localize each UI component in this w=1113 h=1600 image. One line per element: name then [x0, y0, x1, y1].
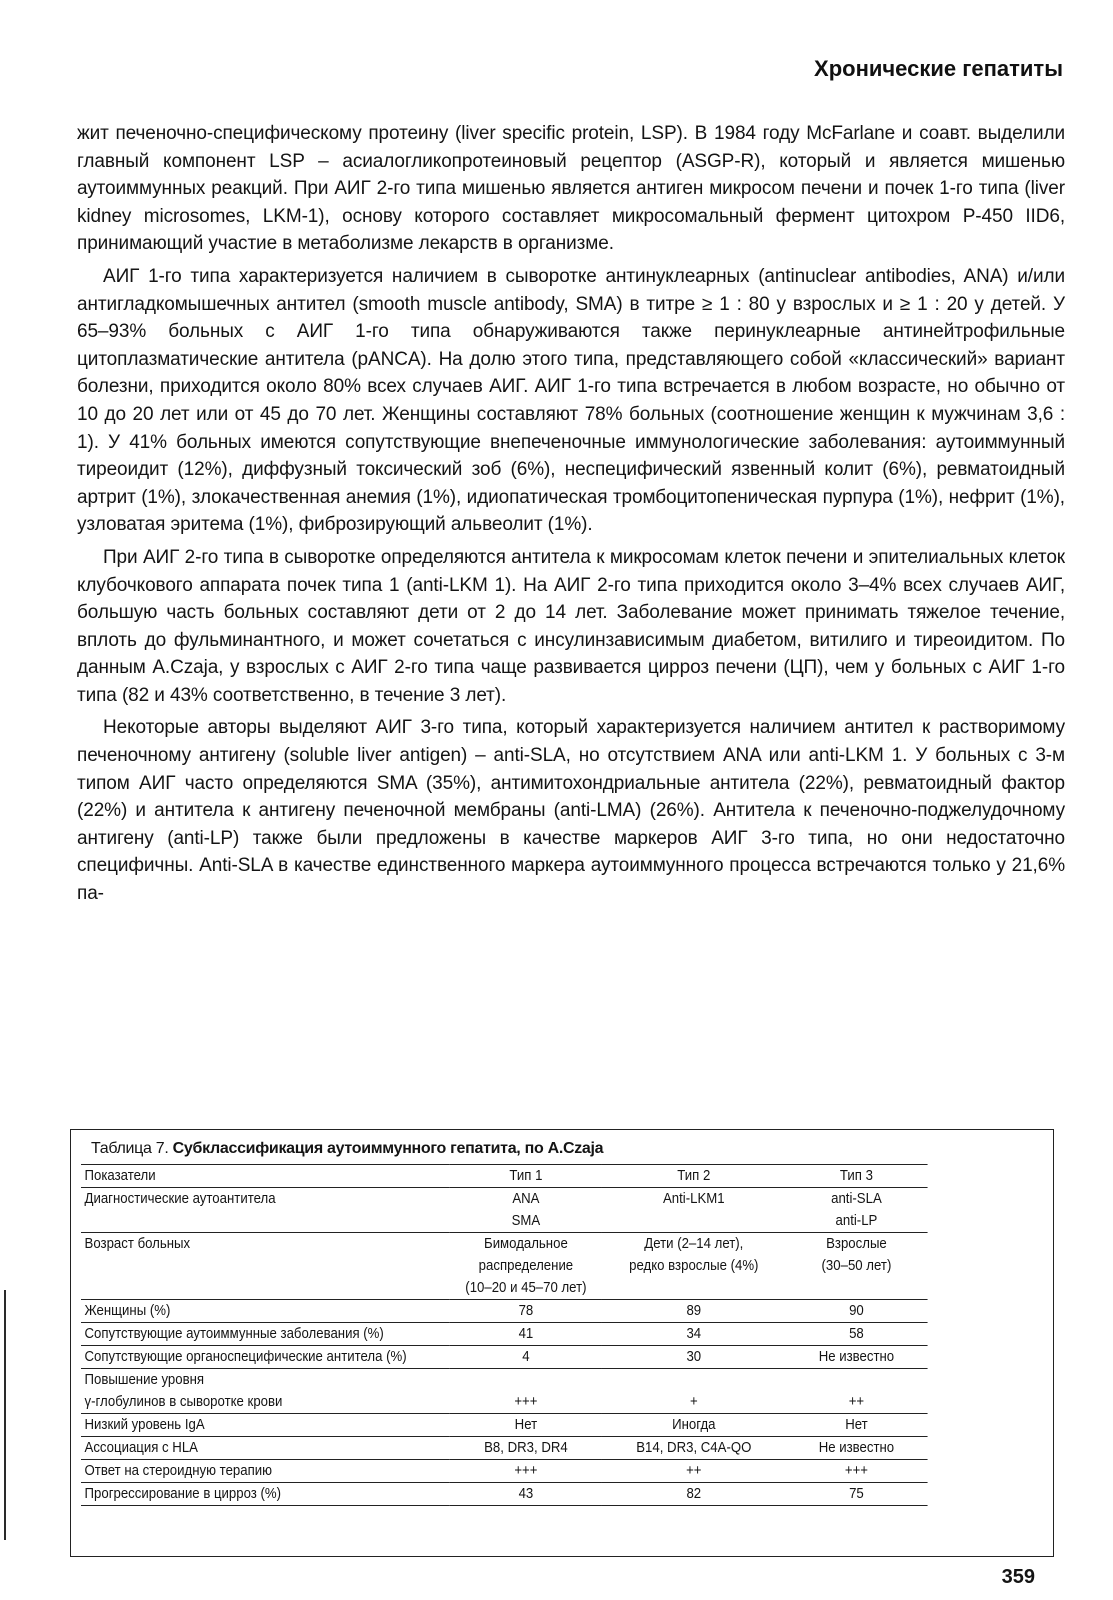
table-cell: +++	[785, 1460, 927, 1483]
table-cell: Не известно	[785, 1346, 927, 1369]
table-header-cell: Показатели	[81, 1165, 450, 1188]
table-row	[81, 1346, 928, 1369]
table-cell: Нет	[450, 1414, 603, 1437]
table-cell: ++	[785, 1369, 927, 1414]
paragraph-1: жит печеночно-специфическому протеину (liver specific protein, LSP). В 1984 году McFarlane и соавт. выделили главный компонент LSP – асиалогликопротеиновый рецептор (ASGP-R), который и является мишенью аутоиммунных реакций. При АИГ 2-го типа мишенью является антиген микросом печени и почек 1-го типа (liver kidney microsomes, LKM-1), основу которого составляет микросомальный фермент цитохром Р-450 IID6, принимающий участие в метаболизме лекарств в организме.	[77, 123, 1065, 255]
table-cell: 43	[450, 1483, 603, 1506]
paragraph-2: АИГ 1-го типа характеризуется наличием в сыворотке антинуклеарных (antinuclear antibodies, ANA) и/или антигладкомышечных антител (smooth muscle antibody, SMA) в титре ≥ 1 : 80 у взрослых и ≥ 1 : 20 у детей. У 65–93% больных с АИГ 1-го типа обнаруживаются также перинуклеарные антинейтрофильные цитоплазматические антитела (pANCA). На долю этого типа, представляющего собой «классический» вариант болезни, приходится около 80% всех случаев АИГ. АИГ 1-го типа встречается в любом возрасте, но обычно от 10 до 20 лет или от 45 до 70 лет. Женщины составляют 78% больных (соотношение женщин к мужчинам 3,6 : 1). У 41% больных имеются сопутствующие внепеченочные иммунологические заболевания: аутоиммунный тиреоидит (12%), диффузный токсический зоб (6%), неспецифический язвенный колит (6%), ревматоидный артрит (1%), злокачественная анемия (1%), идиопатическая тромбоцитопеническая пурпура (1%), нефрит (1%), узловатая эритема (1%), фиброзирующий альвеолит (1%).	[77, 265, 1065, 536]
table-cell: Нет	[785, 1414, 927, 1437]
table-cell: Взрослые (30–50 лет)	[785, 1233, 927, 1300]
table-cell: Anti-LKM1	[602, 1188, 785, 1233]
table-row	[81, 1460, 928, 1483]
table-cell: B8, DR3, DR4	[450, 1437, 603, 1460]
table-cell: Возраст больных	[81, 1233, 450, 1300]
table-row	[81, 1369, 928, 1414]
table-header-cell: Тип 1	[450, 1165, 603, 1188]
table-grid	[81, 1164, 928, 1506]
table-row	[81, 1483, 928, 1506]
table-cell: 41	[450, 1323, 603, 1346]
table-cell: anti-SLA anti-LP	[785, 1188, 927, 1233]
table-cell: Сопутствующие аутоиммунные заболевания (%)	[81, 1323, 450, 1346]
table-cell: Иногда	[602, 1414, 785, 1437]
table-cell: Дети (2–14 лет), редко взрослые (4%)	[602, 1233, 785, 1300]
table-cell: ANA SMA	[450, 1188, 603, 1233]
table-cell: ++	[602, 1460, 785, 1483]
table-row	[81, 1188, 928, 1233]
scan-margin-line	[4, 1290, 6, 1540]
table-cell: +	[602, 1369, 785, 1414]
table-cell: 4	[450, 1346, 603, 1369]
table-cell: Бимодальное распределение (10–20 и 45–70 лет)	[450, 1233, 603, 1300]
table-cell: Не известно	[785, 1437, 927, 1460]
table-caption-title: Субклассификация аутоиммунного гепатита, по A.Czaja	[172, 1140, 604, 1157]
table-cell: Ассоциация с HLA	[81, 1437, 450, 1460]
table-cell: Сопутствующие органоспецифические антитела (%)	[81, 1346, 450, 1369]
paragraph-4: Некоторые авторы выделяют АИГ 3-го типа, который характеризуется наличием антител к растворимому печеночному антигену (soluble liver antigen) – anti-SLA, но отсутствием ANA или anti-LKM 1. У больных с 3-м типом АИГ часто определяются SMA (35%), антимитохондриальные антитела (22%), ревматоидный фактор (22%) и антитела к антигену печеночной мембраны (anti-LMA) (26%). Антитела к печеночно-поджелудочному антигену (anti-LP) также были предложены в качестве маркеров АИГ 3-го типа, но они недостаточно специфичны. Anti-SLA в качестве единственного маркера аутоиммунного процесса встречаются только у 21,6% па-	[77, 717, 1065, 905]
table-caption-prefix: Таблица 7.	[91, 1140, 173, 1157]
table-cell: 82	[602, 1483, 785, 1506]
running-head: Хронические гепатиты	[814, 56, 1063, 81]
table-cell: 30	[602, 1346, 785, 1369]
table-cell: 58	[785, 1323, 927, 1346]
table-cell: Низкий уровень IgA	[81, 1414, 450, 1437]
table-caption	[91, 1140, 603, 1158]
table-row	[81, 1414, 928, 1437]
page-number: 359	[1001, 1566, 1035, 1588]
table-cell: +++	[450, 1369, 603, 1414]
table-row	[81, 1437, 928, 1460]
table-cell: Повышение уровня γ-глобулинов в сыворотке крови	[81, 1369, 450, 1414]
table-cell: Диагностические аутоантитела	[81, 1188, 450, 1233]
table-cell: 34	[602, 1323, 785, 1346]
table-cell: +++	[450, 1460, 603, 1483]
table-header-cell: Тип 3	[785, 1165, 927, 1188]
table-cell: 90	[785, 1300, 927, 1323]
table-cell: B14, DR3, C4A-QO	[602, 1437, 785, 1460]
table-cell: Прогрессирование в цирроз (%)	[81, 1483, 450, 1506]
table-cell: 75	[785, 1483, 927, 1506]
paragraph-3: При АИГ 2-го типа в сыворотке определяются антитела к микросомам клеток печени и эпителиальных клеток клубочкового аппарата почек типа 1 (anti-LKM 1). На АИГ 2-го типа приходится около 3–4% всех случаев АИГ, большую часть больных составляют дети от 2 до 14 лет. Заболевание может принимать тяжелое течение, вплоть до фульминантного, и может сочетаться с инсулинзависимым диабетом, витилиго и тиреоидитом. По данным A.Czaja, у взрослых с АИГ 2-го типа чаще развивается цирроз печени (ЦП), чем у больных с АИГ 1-го типа (82 и 43% соответственно, в течение 3 лет).	[77, 546, 1065, 706]
table-row	[81, 1233, 928, 1300]
table-cell: Женщины (%)	[81, 1300, 450, 1323]
table-cell: 89	[602, 1300, 785, 1323]
table-cell: 78	[450, 1300, 603, 1323]
table-header-row	[81, 1165, 928, 1188]
table-header-cell: Тип 2	[602, 1165, 785, 1188]
table-row	[81, 1323, 928, 1346]
table-cell: Ответ на стероидную терапию	[81, 1460, 450, 1483]
body-text	[77, 120, 1065, 913]
table-row	[81, 1300, 928, 1323]
table-7	[70, 1129, 1054, 1557]
